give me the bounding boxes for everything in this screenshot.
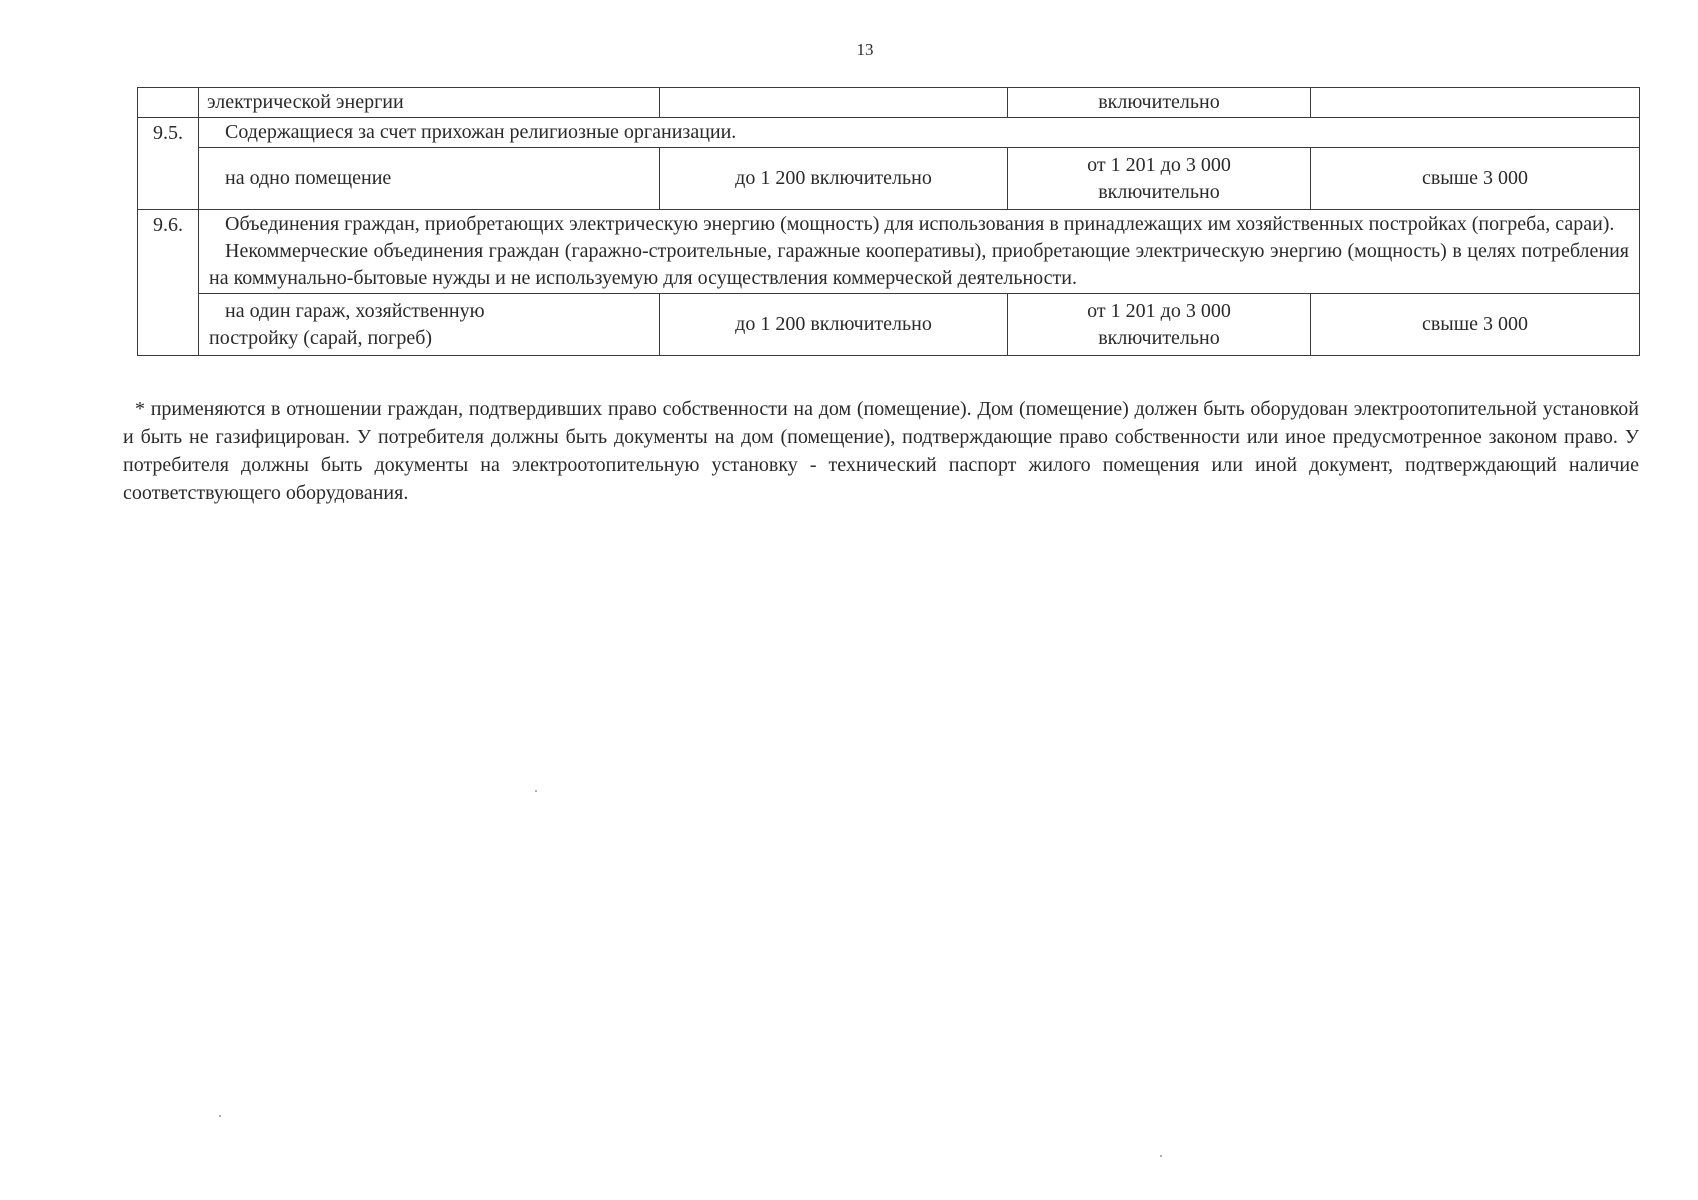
consumer-name-cell: электрической энергии (199, 88, 660, 118)
range-high-cell: свыше 3 000 (1311, 148, 1640, 210)
consumer-name-cell: на одно помещение (199, 148, 660, 210)
section-paragraph: Некоммерческие объединения граждан (гаражно-строительные, гаражные кооперативы), приобретающие электрическую энергию (мощность) в целях потребления на коммунально-бытовые нужды и не используемую для осуществления коммерческой деятельности. (209, 240, 1629, 289)
range-mid-line2: включительно (1098, 180, 1220, 203)
range-mid-cell: включительно (1008, 88, 1311, 118)
range-mid-line2: включительно (1098, 326, 1220, 349)
table-row (138, 294, 1640, 356)
consumer-name-cell (199, 294, 660, 356)
range-low-cell: до 1 200 включительно (660, 294, 1008, 356)
range-high-cell (1311, 88, 1640, 118)
tariff-table (137, 87, 1640, 356)
scan-speck (1160, 1155, 1162, 1157)
range-mid-line1: от 1 201 до 3 000 (1087, 299, 1231, 322)
range-mid-cell (1008, 294, 1311, 356)
table-row-continuation (138, 88, 1640, 118)
range-high-cell: свыше 3 000 (1311, 294, 1640, 356)
section-paragraph: Объединения граждан, приобретающих электрическую энергию (мощность) для использования в принадлежащих им хозяйственных постройках (погреба, сараи). (225, 213, 1615, 235)
range-mid-cell (1008, 148, 1311, 210)
section-title-9-5: Содержащиеся за счет прихожан религиозные организации. (199, 118, 1640, 148)
scan-speck (535, 790, 537, 792)
consumer-name-line2: постройку (сарай, погреб) (209, 326, 433, 349)
range-low-cell (660, 88, 1008, 118)
section-number-9-6: 9.6. (138, 210, 199, 356)
range-mid-line1: от 1 201 до 3 000 (1087, 153, 1231, 176)
footnote: * применяются в отношении граждан, подтвердивших право собственности на дом (помещение). Дом (помещение) должен быть оборудован электроотопительной установкой и быть не газифицирован. У потребителя должны быть документы на дом (помещение), подтверждающие право собственности или иное предусмотренное законом право. У потребителя должны быть документы на электроотопительную установку - технический паспорт жилого помещения или иной документ, подтверждающий наличие соответствующего оборудования. (123, 398, 1639, 504)
range-low-cell: до 1 200 включительно (660, 148, 1008, 210)
table-row-section-header (138, 210, 1640, 294)
table-row-section-header (138, 118, 1640, 148)
section-number-9-5: 9.5. (138, 118, 199, 210)
section-description-9-6 (199, 210, 1640, 294)
row-number-cell (138, 88, 199, 118)
scan-speck (219, 1115, 221, 1117)
consumer-name-line1: на один гараж, хозяйственную (225, 299, 485, 322)
page-number: 13 (856, 40, 874, 59)
table-row (138, 148, 1640, 210)
